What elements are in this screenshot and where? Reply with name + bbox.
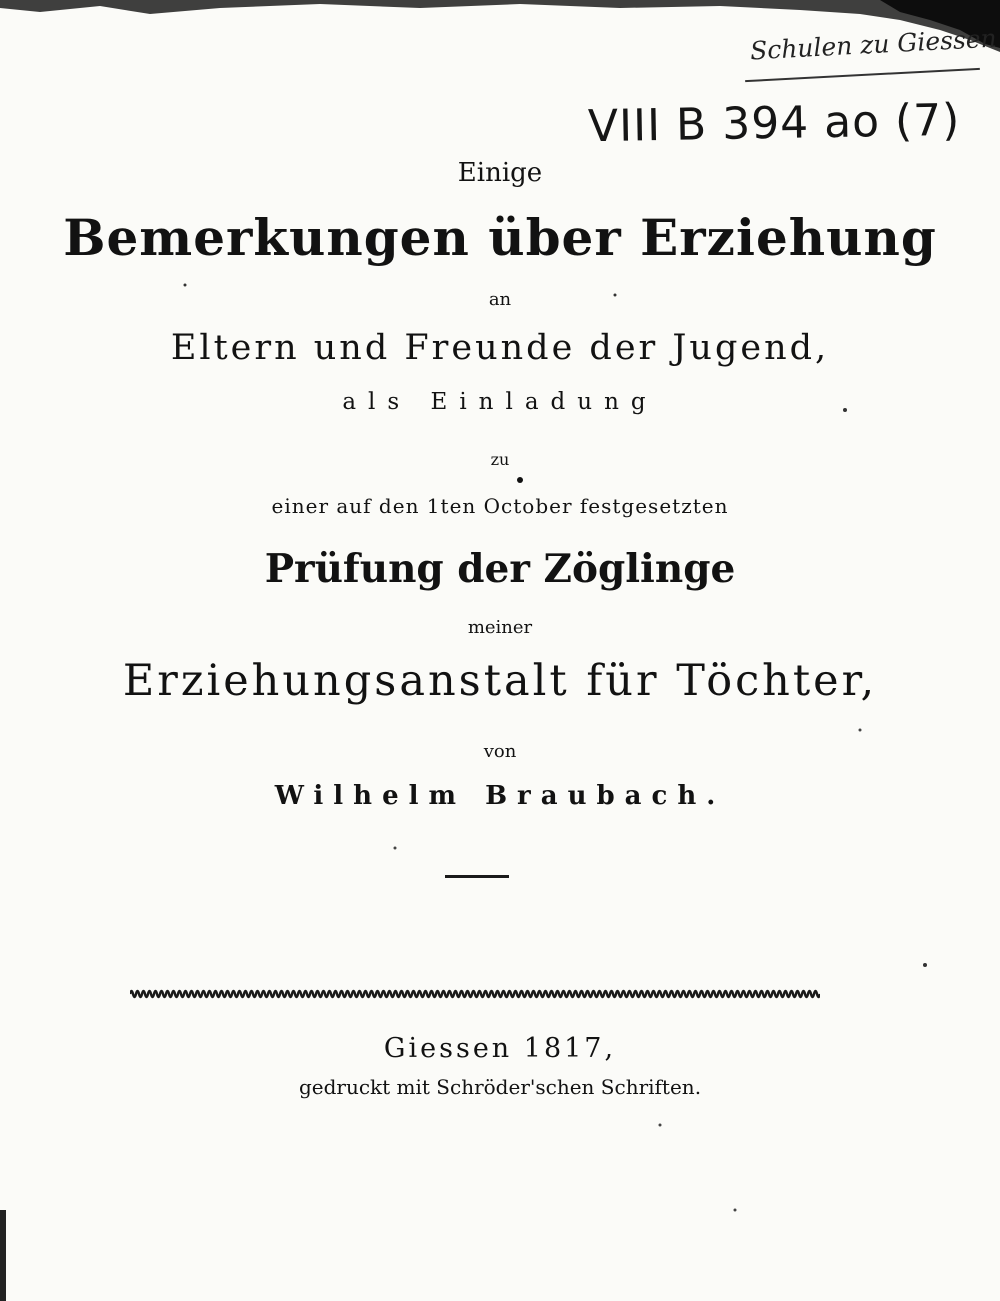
title-line-9: meiner — [467, 617, 533, 638]
handwritten-note: Schulen zu Giessen — [749, 23, 998, 66]
title-line-3: an — [488, 289, 512, 310]
title-line-1: Einige — [457, 158, 543, 188]
subtitle: Prüfung der Zöglinge — [264, 546, 736, 592]
title-line-11: von — [483, 741, 517, 762]
title-line-7: einer auf den 1ten October festgesetzten — [271, 494, 729, 518]
title-line-6: zu — [490, 450, 510, 469]
scan-edge — [0, 1210, 6, 1301]
main-title: Bemerkungen über Erziehung — [63, 208, 937, 267]
ornamental-rule — [130, 986, 820, 1002]
author-name: Wilhelm Braubach. — [274, 781, 726, 811]
imprint-place-year: Giessen 1817, — [383, 1033, 617, 1064]
title-line-4: Eltern und Freunde der Jugend, — [170, 328, 830, 368]
shelfmark: VIII B 394 ao (7) — [587, 94, 961, 153]
divider-rule — [445, 875, 509, 878]
title-line-5: als Einladung — [342, 389, 658, 415]
title-line-10: Erziehungsanstalt für Töchter, — [122, 656, 878, 706]
imprint-printer: gedruckt mit Schröder'schen Schriften. — [298, 1075, 702, 1099]
